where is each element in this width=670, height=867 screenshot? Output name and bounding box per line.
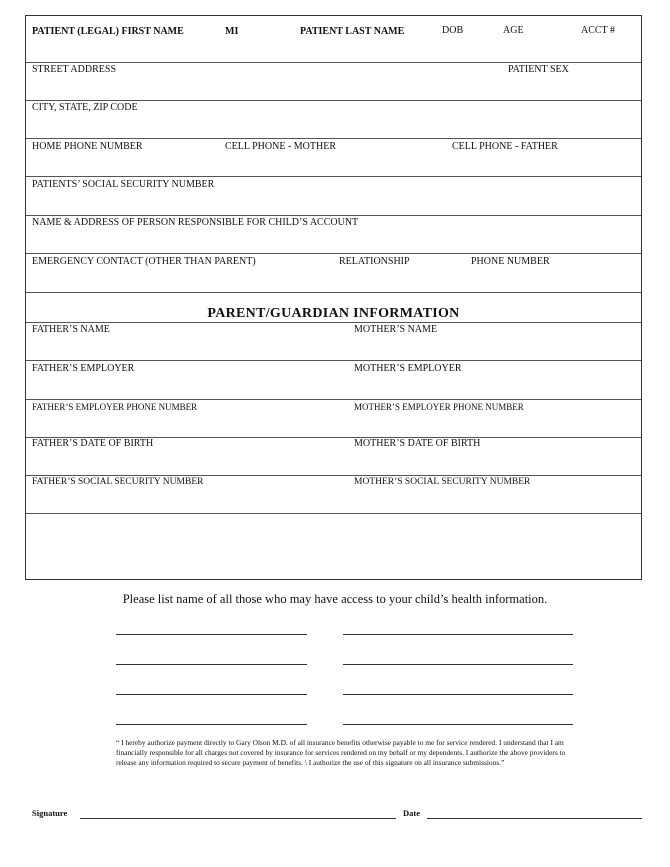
signature-label: Signature xyxy=(32,808,68,818)
authorization-statement: “ I hereby authorize payment directly to Gary Olson M.D. of all insurance benefits otherwise payable to me for service rendered. I understand that I am financially responsible for all charges not covered by insurance for services rendered on my behalf or my dependents. I authorize the above providers to release any information required to secure payment of benefits. \ I authorize the use of this signature on all insurance submissions.” xyxy=(116,738,566,768)
father-dob-label: FATHER’S DATE OF BIRTH xyxy=(32,438,154,449)
cell-phone-father-label: CELL PHONE - FATHER xyxy=(452,141,558,152)
home-phone-label: HOME PHONE NUMBER xyxy=(32,141,143,152)
access-name-line[interactable] xyxy=(343,724,573,725)
responsible-person-label: NAME & ADDRESS OF PERSON RESPONSIBLE FOR CHILD’S ACCOUNT xyxy=(32,217,359,228)
row-divider xyxy=(26,253,641,254)
row-divider xyxy=(26,215,641,216)
health-access-prompt: Please list name of all those who may have access to your child’s health information. xyxy=(122,592,548,606)
patient-dob-label: DOB xyxy=(442,25,464,36)
row-divider xyxy=(26,62,641,63)
father-name-label: FATHER’S NAME xyxy=(32,324,110,335)
access-name-line[interactable] xyxy=(343,634,573,635)
access-name-line[interactable] xyxy=(116,664,307,665)
access-name-line[interactable] xyxy=(116,724,307,725)
access-name-line[interactable] xyxy=(116,694,307,695)
patient-last-name-label: PATIENT LAST NAME xyxy=(300,26,405,37)
patient-ssn-label: PATIENTS’ SOCIAL SECURITY NUMBER xyxy=(32,179,215,190)
row-divider xyxy=(26,292,641,293)
street-address-label: STREET ADDRESS xyxy=(32,64,116,75)
mother-employer-label: MOTHER’S EMPLOYER xyxy=(354,363,462,374)
row-divider xyxy=(26,360,641,361)
city-state-zip-label: CITY, STATE, ZIP CODE xyxy=(32,102,138,113)
father-employer-phone-label: FATHER’S EMPLOYER PHONE NUMBER xyxy=(32,402,198,412)
row-divider xyxy=(26,513,641,514)
row-divider xyxy=(26,176,641,177)
parent-guardian-title: PARENT/GUARDIAN INFORMATION xyxy=(207,306,460,321)
mother-dob-label: MOTHER’S DATE OF BIRTH xyxy=(354,438,481,449)
patient-acct-label: ACCT # xyxy=(581,25,615,36)
patient-info-box xyxy=(25,15,642,580)
row-divider xyxy=(26,322,641,323)
access-name-line[interactable] xyxy=(343,664,573,665)
patient-sex-label: PATIENT SEX xyxy=(508,64,569,75)
mother-employer-phone-label: MOTHER’S EMPLOYER PHONE NUMBER xyxy=(354,402,524,412)
row-divider xyxy=(26,138,641,139)
father-ssn-label: FATHER’S SOCIAL SECURITY NUMBER xyxy=(32,477,204,487)
mother-ssn-label: MOTHER’S SOCIAL SECURITY NUMBER xyxy=(354,477,531,487)
father-employer-label: FATHER’S EMPLOYER xyxy=(32,363,135,374)
signature-line[interactable] xyxy=(80,818,396,819)
mother-name-label: MOTHER’S NAME xyxy=(354,324,438,335)
row-divider xyxy=(26,399,641,400)
patient-age-label: AGE xyxy=(503,25,524,36)
patient-mi-label: MI xyxy=(225,26,239,37)
date-label: Date xyxy=(403,808,420,818)
row-divider xyxy=(26,100,641,101)
emergency-phone-label: PHONE NUMBER xyxy=(471,256,550,267)
patient-first-name-label: PATIENT (LEGAL) FIRST NAME xyxy=(32,26,184,37)
date-line[interactable] xyxy=(427,818,642,819)
emergency-contact-label: EMERGENCY CONTACT (OTHER THAN PARENT) xyxy=(32,256,256,267)
cell-phone-mother-label: CELL PHONE - MOTHER xyxy=(225,141,337,152)
relationship-label: RELATIONSHIP xyxy=(339,256,410,267)
access-name-line[interactable] xyxy=(116,634,307,635)
access-name-line[interactable] xyxy=(343,694,573,695)
